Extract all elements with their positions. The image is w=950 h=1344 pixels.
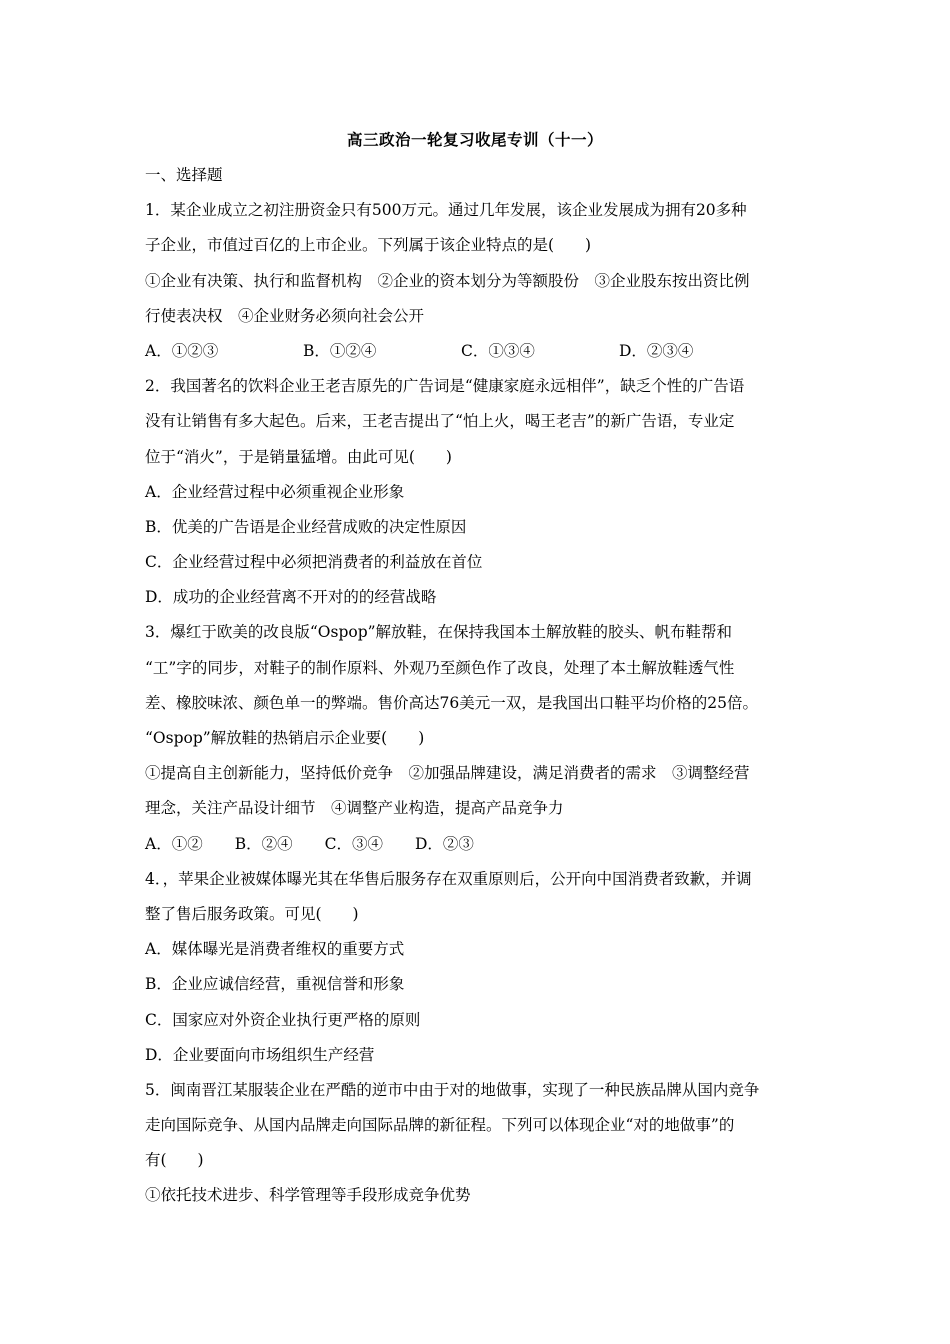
question-stem-line: 没有让销售有多大起色。后来，王老吉提出了“怕上火，喝王老吉”的新广告语，专业定 bbox=[145, 412, 735, 431]
option-a: A．企业经营过程中必须重视企业形象 bbox=[145, 482, 405, 501]
option-a: A．①②③ bbox=[145, 341, 219, 360]
option-c: C．①③④ bbox=[461, 341, 535, 360]
option-b: B．①②④ bbox=[303, 341, 377, 360]
question-2 bbox=[145, 369, 815, 615]
question-stem-line: 差、橡胶味浓、颜色单一的弊端。售价高达76美元一双，是我国出口鞋平均价格的25倍。 bbox=[145, 693, 758, 712]
document-body bbox=[145, 158, 815, 1214]
question-stem-line: 走向国际竞争、从国内品牌走向国际品牌的新征程。下列可以体现企业“对的地做事”的 bbox=[145, 1116, 735, 1135]
question-item-line: ①依托技术进步、科学管理等手段形成竞争优势 bbox=[145, 1186, 471, 1205]
question-stem-line: 2．我国著名的饮料企业王老吉原先的广告词是“健康家庭永远相伴”，缺乏个性的广告语 bbox=[145, 377, 745, 396]
option-d: D．②③ bbox=[414, 834, 474, 853]
question-5 bbox=[145, 1073, 815, 1214]
option-d: D．②③④ bbox=[619, 341, 694, 360]
option-a: A．①② bbox=[145, 834, 203, 853]
question-item-line: 理念，关注产品设计细节 ④调整产业构造，提高产品竞争力 bbox=[145, 799, 564, 818]
question-stem-line: 有( ) bbox=[145, 1151, 204, 1170]
option-c: C．③④ bbox=[324, 834, 383, 853]
question-stem-line: 3．爆红于欧美的改良版“Ospop”解放鞋，在保持我国本土解放鞋的胶头、帆布鞋帮和 bbox=[145, 623, 733, 642]
option-c: C．企业经营过程中必须把消费者的利益放在首位 bbox=[145, 553, 483, 572]
question-stem-line: 子企业，市值过百亿的上市企业。下列属于该企业特点的是( ) bbox=[145, 236, 592, 255]
question-stem-line: 4．，苹果企业被媒体曝光其在华售后服务存在双重原则后，公开向中国消费者致歉，并调 bbox=[145, 869, 752, 888]
question-item-line: ①企业有决策、执行和监督机构 ②企业的资本划分为等额股份 ③企业股东按出资比例 bbox=[145, 271, 750, 290]
question-1 bbox=[145, 193, 815, 369]
question-3 bbox=[145, 615, 815, 861]
question-stem-line: 1．某企业成立之初注册资金只有500万元。通过几年发展，该企业发展成为拥有20多种 bbox=[145, 201, 747, 220]
page-title: 高三政治一轮复习收尾专训（十一） bbox=[346, 130, 603, 149]
question-stem-line: 5．闽南晋江某服装企业在严酷的逆市中由于对的地做事，实现了一种民族品牌从国内竞争 bbox=[145, 1080, 760, 1099]
question-stem-line: 整了售后服务政策。可见( ) bbox=[145, 904, 359, 923]
option-a: A．媒体曝光是消费者维权的重要方式 bbox=[145, 940, 405, 959]
option-b: B．②④ bbox=[234, 834, 293, 853]
answer-options bbox=[145, 334, 815, 369]
answer-options bbox=[145, 827, 815, 862]
question-item-line: 行使表决权 ④企业财务必须向社会公开 bbox=[145, 306, 425, 325]
option-c: C．国家应对外资企业执行更严格的原则 bbox=[145, 1010, 421, 1029]
option-b: B．企业应诚信经营，重视信誉和形象 bbox=[145, 975, 405, 994]
section-heading: 一、选择题 bbox=[145, 166, 223, 184]
option-d: D．成功的企业经营离不开对的的经营战略 bbox=[145, 588, 437, 607]
question-stem-line: “工”字的同步，对鞋子的制作原料、外观乃至颜色作了改良，处理了本土解放鞋透气性 bbox=[145, 658, 735, 677]
question-item-line: ①提高自主创新能力，坚持低价竞争 ②加强品牌建设，满足消费者的需求 ③调整经营 bbox=[145, 764, 750, 783]
option-b: B．优美的广告语是企业经营成败的决定性原因 bbox=[145, 517, 467, 536]
question-stem-line: 位于“消火”，于是销量猛增。由此可见( ) bbox=[145, 447, 452, 466]
option-d: D．企业要面向市场组织生产经营 bbox=[145, 1045, 375, 1064]
question-4 bbox=[145, 862, 815, 1073]
question-stem-line: “Ospop”解放鞋的热销启示企业要( ) bbox=[145, 729, 425, 747]
